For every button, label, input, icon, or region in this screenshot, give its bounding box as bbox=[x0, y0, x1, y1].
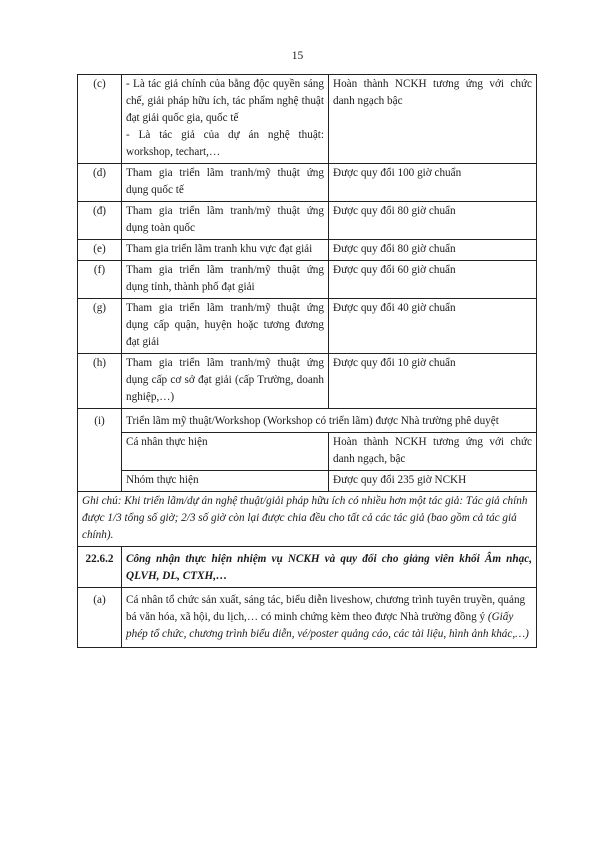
table-row bbox=[78, 471, 537, 492]
page-number: 15 bbox=[291, 50, 304, 62]
table-row bbox=[78, 588, 537, 648]
row-label: (c) bbox=[78, 75, 122, 164]
criteria-cell: Tham gia triển lãm tranh/mỹ thuật ứng dụng cấp quận, huyện hoặc tương đương đạt giải bbox=[122, 299, 329, 354]
table-row bbox=[78, 202, 537, 240]
criteria-line: - Là tác giả của dự án nghệ thuật: workshop, techart,… bbox=[126, 129, 324, 158]
table-row bbox=[78, 433, 537, 471]
table-row bbox=[78, 299, 537, 354]
exhibition-title-cell: Triển lãm mỹ thuật/Workshop (Workshop có triển lãm) được Nhà trường phê duyệt bbox=[122, 409, 537, 433]
row-label: (g) bbox=[78, 299, 122, 354]
row-label: (a) bbox=[78, 588, 122, 648]
criteria-cell: Tham gia triển lãm tranh/mỹ thuật ứng dụng toàn quốc bbox=[122, 202, 329, 240]
conversion-cell: Được quy đổi 80 giờ chuẩn bbox=[329, 202, 537, 240]
row-label: (d) bbox=[78, 164, 122, 202]
criteria-cell: Nhóm thực hiện bbox=[122, 471, 329, 492]
table-row bbox=[78, 492, 537, 547]
criteria-cell: Tham gia triển lãm tranh/mỹ thuật ứng dụng cấp cơ sở đạt giải (cấp Trường, doanh nghiệp,…) bbox=[122, 354, 329, 409]
conversion-cell: Được quy đổi 40 giờ chuẩn bbox=[329, 299, 537, 354]
table-row bbox=[78, 409, 537, 433]
criteria-cell: Tham gia triển lãm tranh/mỹ thuật ứng dụng quốc tế bbox=[122, 164, 329, 202]
note-cell: Ghi chú: Khi triển lãm/dự án nghệ thuật/giải pháp hữu ích có nhiều hơn một tác giả: Tác giả chính được 1/3 tổng số giờ; 2/3 số giờ còn lại được chia đều cho tất cả các tác giả (bao gồm cả tác giả chính). bbox=[78, 492, 537, 547]
table-row bbox=[78, 164, 537, 202]
activity-evidence: (Giấy phép tổ chức, chương trình biểu diễn, vé/poster quảng cáo, các tài liệu, hình ảnh khác,…) bbox=[126, 611, 529, 640]
conversion-cell: Hoàn thành NCKH tương ứng với chức danh ngạch bậc bbox=[329, 75, 537, 164]
conversion-cell: Được quy đổi 235 giờ NCKH bbox=[329, 471, 537, 492]
conversion-cell: Hoàn thành NCKH tương ứng với chức danh ngạch, bậc bbox=[329, 433, 537, 471]
criteria-cell: Cá nhân thực hiện bbox=[122, 433, 329, 471]
activity-cell bbox=[122, 588, 537, 648]
row-label: (h) bbox=[78, 354, 122, 409]
conversion-cell: Được quy đổi 80 giờ chuẩn bbox=[329, 240, 537, 261]
conversion-cell: Được quy đổi 60 giờ chuẩn bbox=[329, 261, 537, 299]
row-label: (i) bbox=[78, 409, 122, 492]
row-label: (f) bbox=[78, 261, 122, 299]
activity-text: Cá nhân tổ chức sản xuất, sáng tác, biểu diễn liveshow, chương trình tuyên truyền, quảng bá văn hóa, xã hội, du lịch,… có minh chứng kèm theo được Nhà trường đồng ý bbox=[126, 594, 526, 623]
section-title: Công nhận thực hiện nhiệm vụ NCKH và quy đổi cho giảng viên khối Âm nhạc, QLVH, DL, CTXH,… bbox=[122, 547, 537, 588]
section-number: 22.6.2 bbox=[78, 547, 122, 588]
table-row bbox=[78, 547, 537, 588]
criteria-table bbox=[77, 74, 537, 648]
criteria-cell: Tham gia triển lãm tranh khu vực đạt giải bbox=[122, 240, 329, 261]
row-label: (đ) bbox=[78, 202, 122, 240]
table-row bbox=[78, 261, 537, 299]
table-row bbox=[78, 75, 537, 164]
conversion-cell: Được quy đổi 100 giờ chuẩn bbox=[329, 164, 537, 202]
criteria-line: - Là tác giả chính của bằng độc quyền sáng chế, giải pháp hữu ích, tác phẩm nghệ thuật đạt giải quốc gia, quốc tế bbox=[126, 78, 324, 124]
conversion-cell: Được quy đổi 10 giờ chuẩn bbox=[329, 354, 537, 409]
table-row bbox=[78, 240, 537, 261]
criteria-cell: Tham gia triển lãm tranh/mỹ thuật ứng dụng tỉnh, thành phố đạt giải bbox=[122, 261, 329, 299]
row-label: (e) bbox=[78, 240, 122, 261]
table-row bbox=[78, 354, 537, 409]
criteria-cell bbox=[122, 75, 329, 164]
